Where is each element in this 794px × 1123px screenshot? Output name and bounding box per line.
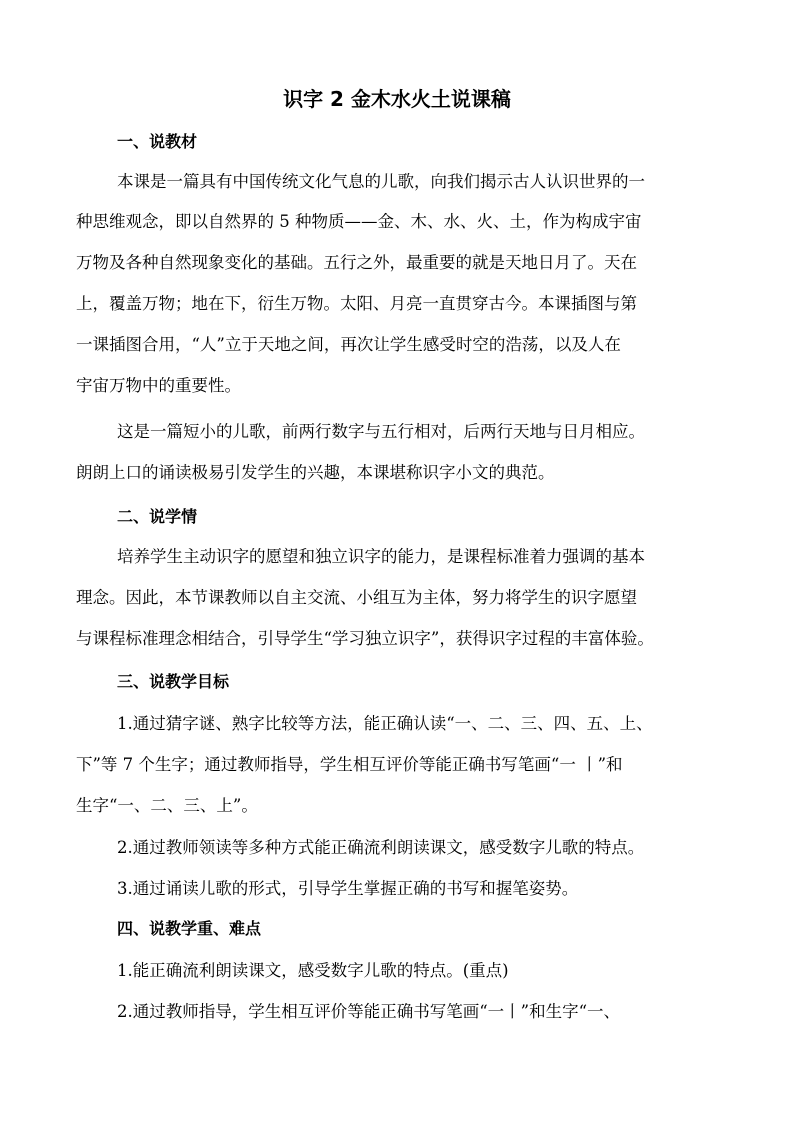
paragraph-line: 种思维观念，即以自然界的 5 种物质——金、木、水、火、土，作为构成宇宙 bbox=[76, 212, 642, 231]
section-heading: 二、说学情 bbox=[117, 507, 198, 526]
paragraph-line: 下”等 7 个生字；通过教师指导，学生相互评价等能正确书写笔画“一 丨”和 bbox=[76, 755, 623, 774]
paragraph-line: 2.通过教师指导，学生相互评价等能正确书写笔画“一丨”和生字“一、 bbox=[117, 1002, 621, 1021]
paragraph-line: 万物及各种自然现象变化的基础。五行之外，最重要的就是天地日月了。天在 bbox=[76, 253, 637, 272]
paragraph-line: 一课插图合用，“人”立于天地之间，再次让学生感受时空的浩荡，以及人在 bbox=[76, 335, 621, 354]
paragraph-line: 生字“一、二、三、上”。 bbox=[76, 796, 258, 815]
document-title: 识字 2 金木水火土说课稿 bbox=[283, 87, 511, 111]
paragraph-line: 朗朗上口的诵读极易引发学生的兴趣，本课堪称识字小文的典范。 bbox=[76, 463, 555, 482]
paragraph-line: 1.能正确流利朗读课文，感受数字儿歌的特点。(重点) bbox=[117, 961, 509, 980]
paragraph-line: 上，覆盖万物；地在下，衍生万物。太阳、月亮一直贯穿古今。本课插图与第 bbox=[76, 294, 637, 313]
paragraph-line: 3.通过诵读儿歌的形式，引导学生掌握正确的书写和握笔姿势。 bbox=[117, 879, 579, 898]
paragraph-line: 2.通过教师领读等多种方式能正确流利朗读课文，感受数字儿歌的特点。 bbox=[117, 838, 645, 857]
section-heading: 三、说教学目标 bbox=[117, 672, 230, 691]
paragraph-line: 1.通过猜字谜、熟字比较等方法，能正确认读“一、二、三、四、五、上、 bbox=[117, 714, 653, 733]
paragraph-line: 培养学生主动识字的愿望和独立识字的能力，是课程标准着力强调的基本 bbox=[117, 547, 645, 566]
paragraph-line: 与课程标准理念相结合，引导学生“学习独立识字”，获得识字过程的丰富体验。 bbox=[76, 629, 654, 648]
section-heading: 四、说教学重、难点 bbox=[117, 919, 262, 938]
paragraph-line: 这是一篇短小的儿歌，前两行数字与五行相对，后两行天地与日月相应。 bbox=[117, 422, 645, 441]
section-heading: 一、说教材 bbox=[117, 132, 198, 151]
paragraph-line: 理念。因此，本节课教师以自主交流、小组互为主体，努力将学生的识字愿望 bbox=[76, 588, 637, 607]
paragraph-line: 宇宙万物中的重要性。 bbox=[76, 376, 241, 395]
paragraph-line: 本课是一篇具有中国传统文化气息的儿歌，向我们揭示古人认识世界的一 bbox=[117, 172, 645, 191]
